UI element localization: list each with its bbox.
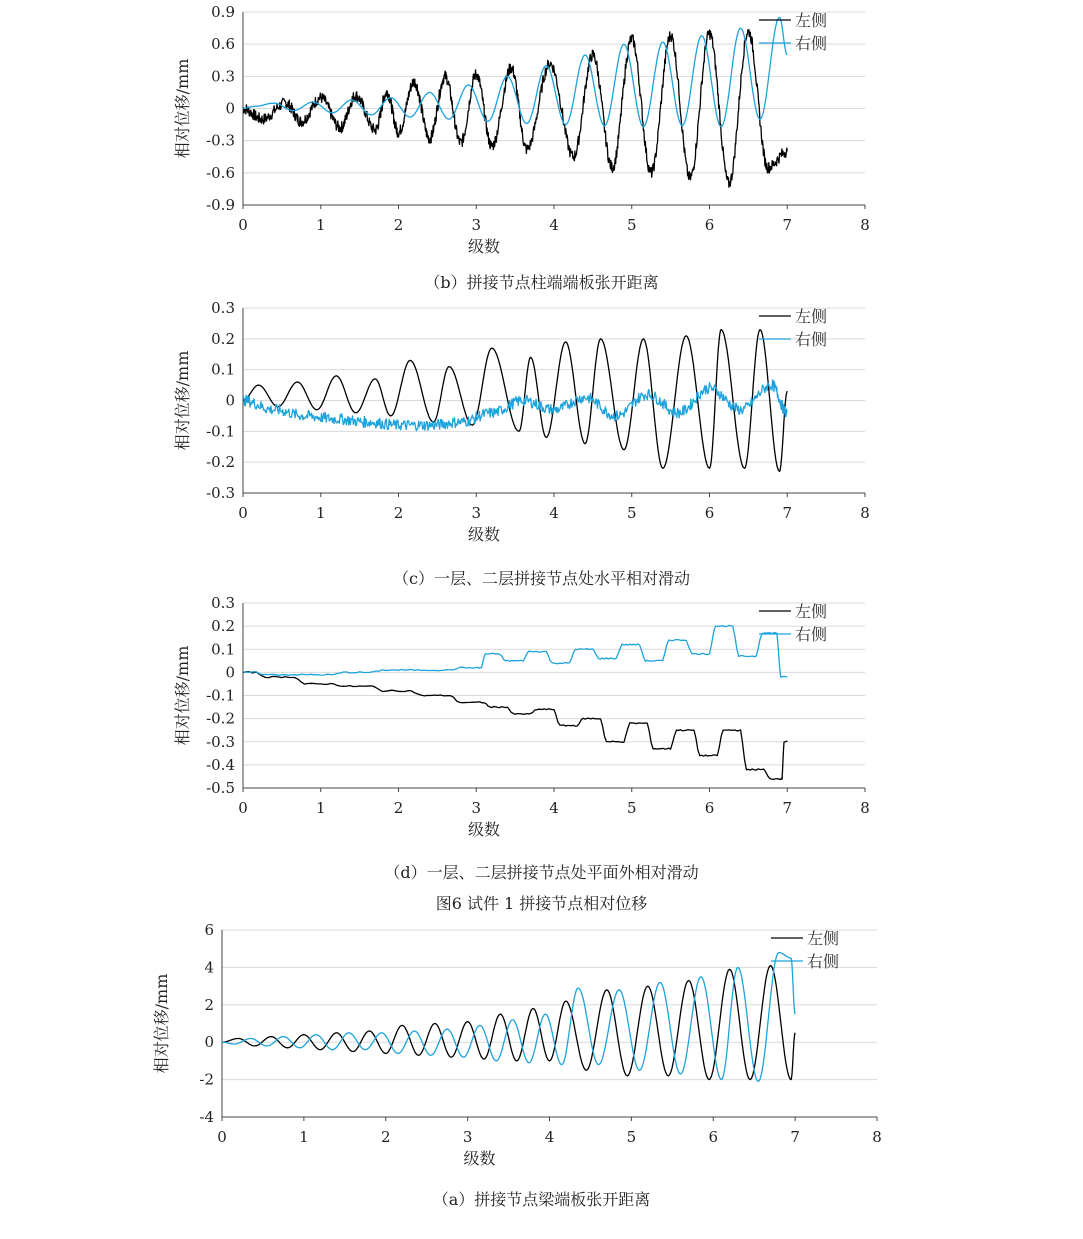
x-tick-label: 2 — [393, 504, 404, 522]
y-tick-label: 0.3 — [211, 594, 235, 612]
figure-caption: 图6 试件 1 拼接节点相对位移 — [435, 894, 648, 913]
x-tick-label: 8 — [860, 216, 870, 234]
x-tick-label: 5 — [626, 504, 637, 522]
y-tick-label: -2 — [199, 1070, 214, 1089]
x-tick-label: 7 — [790, 1128, 800, 1146]
y-tick-label: -0.6 — [206, 163, 235, 182]
y-tick-label: -0.3 — [206, 131, 235, 150]
x-tick-label: 3 — [462, 1128, 473, 1146]
y-tick-label: 0.2 — [211, 329, 235, 348]
y-tick-label: -0.4 — [206, 755, 235, 774]
y-tick-label: -0.3 — [206, 732, 235, 751]
y-tick-label: 0.1 — [211, 640, 235, 659]
x-tick-label: 5 — [626, 799, 637, 817]
x-tick-label: 0 — [238, 799, 248, 817]
y-tick-label: 0 — [204, 1033, 214, 1052]
x-tick-label: 8 — [860, 504, 870, 522]
x-axis-label: 级数 — [467, 820, 501, 839]
chart-c — [173, 299, 870, 544]
x-tick-label: 6 — [704, 799, 715, 817]
y-tick-label: 2 — [204, 995, 214, 1014]
x-tick-label: 1 — [299, 1128, 309, 1146]
y-tick-label: -0.5 — [206, 779, 235, 797]
legend-label: 右侧 — [795, 330, 828, 349]
y-tick-label: -0.3 — [206, 484, 235, 502]
x-tick-label: 2 — [393, 216, 404, 234]
y-tick-label: -0.1 — [206, 422, 235, 441]
y-tick-label: 0 — [225, 99, 235, 118]
y-tick-label: 0.9 — [211, 3, 235, 21]
x-tick-label: 6 — [704, 504, 715, 522]
x-tick-label: 0 — [238, 216, 248, 234]
chart-b — [173, 3, 870, 256]
x-tick-label: 8 — [860, 799, 870, 817]
x-tick-label: 3 — [471, 799, 482, 817]
y-tick-label: 0.2 — [211, 617, 235, 636]
y-axis-label: 相对位移/mm — [152, 973, 171, 1074]
legend-label: 左侧 — [795, 307, 828, 326]
x-tick-label: 8 — [872, 1128, 882, 1146]
chart-d — [173, 594, 870, 839]
x-tick-label: 4 — [549, 504, 559, 522]
y-tick-label: 0 — [225, 663, 235, 682]
x-tick-label: 7 — [782, 216, 793, 234]
series-line-right — [243, 17, 787, 126]
x-tick-label: 2 — [380, 1128, 391, 1146]
y-tick-label: -4 — [199, 1108, 214, 1126]
chart-caption-a: （a）拼接节点梁端板张开距离 — [432, 1190, 651, 1209]
x-tick-label: 7 — [782, 799, 793, 817]
x-tick-label: 4 — [549, 216, 559, 234]
x-tick-label: 4 — [544, 1128, 555, 1146]
series-line-right — [243, 626, 787, 678]
x-tick-label: 1 — [315, 504, 326, 522]
x-tick-label: 0 — [217, 1128, 227, 1146]
y-axis-label: 相对位移/mm — [173, 645, 192, 746]
legend-label: 右侧 — [795, 34, 828, 53]
chart-caption-c: （c）一层、二层拼接节点处水平相对滑动 — [393, 569, 690, 588]
x-tick-label: 3 — [471, 216, 482, 234]
series-line-left — [222, 966, 795, 1080]
series-line-left — [243, 672, 787, 780]
legend-label: 右侧 — [807, 952, 840, 971]
y-tick-label: 0.1 — [211, 360, 235, 379]
chart-a — [152, 921, 882, 1168]
x-axis-label: 级数 — [463, 1149, 496, 1168]
series-line-right — [222, 952, 795, 1081]
x-tick-label: 1 — [315, 216, 326, 234]
x-tick-label: 7 — [782, 504, 793, 522]
chart-caption-b: （b）拼接节点柱端端板张开距离 — [424, 273, 659, 292]
y-tick-label: 0 — [225, 391, 235, 410]
x-tick-label: 3 — [471, 504, 482, 522]
y-tick-label: -0.9 — [206, 196, 235, 214]
y-tick-label: 0.6 — [211, 35, 235, 54]
y-axis-label: 相对位移/mm — [173, 58, 192, 159]
x-tick-label: 5 — [626, 1128, 637, 1146]
y-tick-label: 0.3 — [211, 299, 235, 317]
y-tick-label: -0.1 — [206, 686, 235, 705]
x-tick-label: 0 — [238, 504, 248, 522]
y-tick-label: -0.2 — [206, 709, 235, 728]
legend-label: 右侧 — [795, 625, 828, 644]
x-axis-label: 级数 — [467, 525, 501, 544]
y-tick-label: 0.3 — [211, 67, 235, 86]
legend-label: 左侧 — [795, 11, 828, 30]
x-tick-label: 6 — [708, 1128, 719, 1146]
y-tick-label: -0.2 — [206, 453, 235, 472]
y-tick-label: 4 — [204, 958, 214, 977]
x-tick-label: 5 — [626, 216, 637, 234]
y-tick-label: 6 — [204, 921, 214, 939]
x-tick-label: 4 — [549, 799, 559, 817]
x-axis-label: 级数 — [467, 237, 501, 256]
chart-caption-d: （d）一层、二层拼接节点处平面外相对滑动 — [384, 863, 699, 882]
legend-label: 左侧 — [807, 929, 840, 948]
y-axis-label: 相对位移/mm — [173, 350, 192, 451]
legend-label: 左侧 — [795, 602, 828, 621]
x-tick-label: 6 — [704, 216, 715, 234]
x-tick-label: 2 — [393, 799, 404, 817]
series-line-right — [243, 380, 787, 431]
x-tick-label: 1 — [315, 799, 326, 817]
